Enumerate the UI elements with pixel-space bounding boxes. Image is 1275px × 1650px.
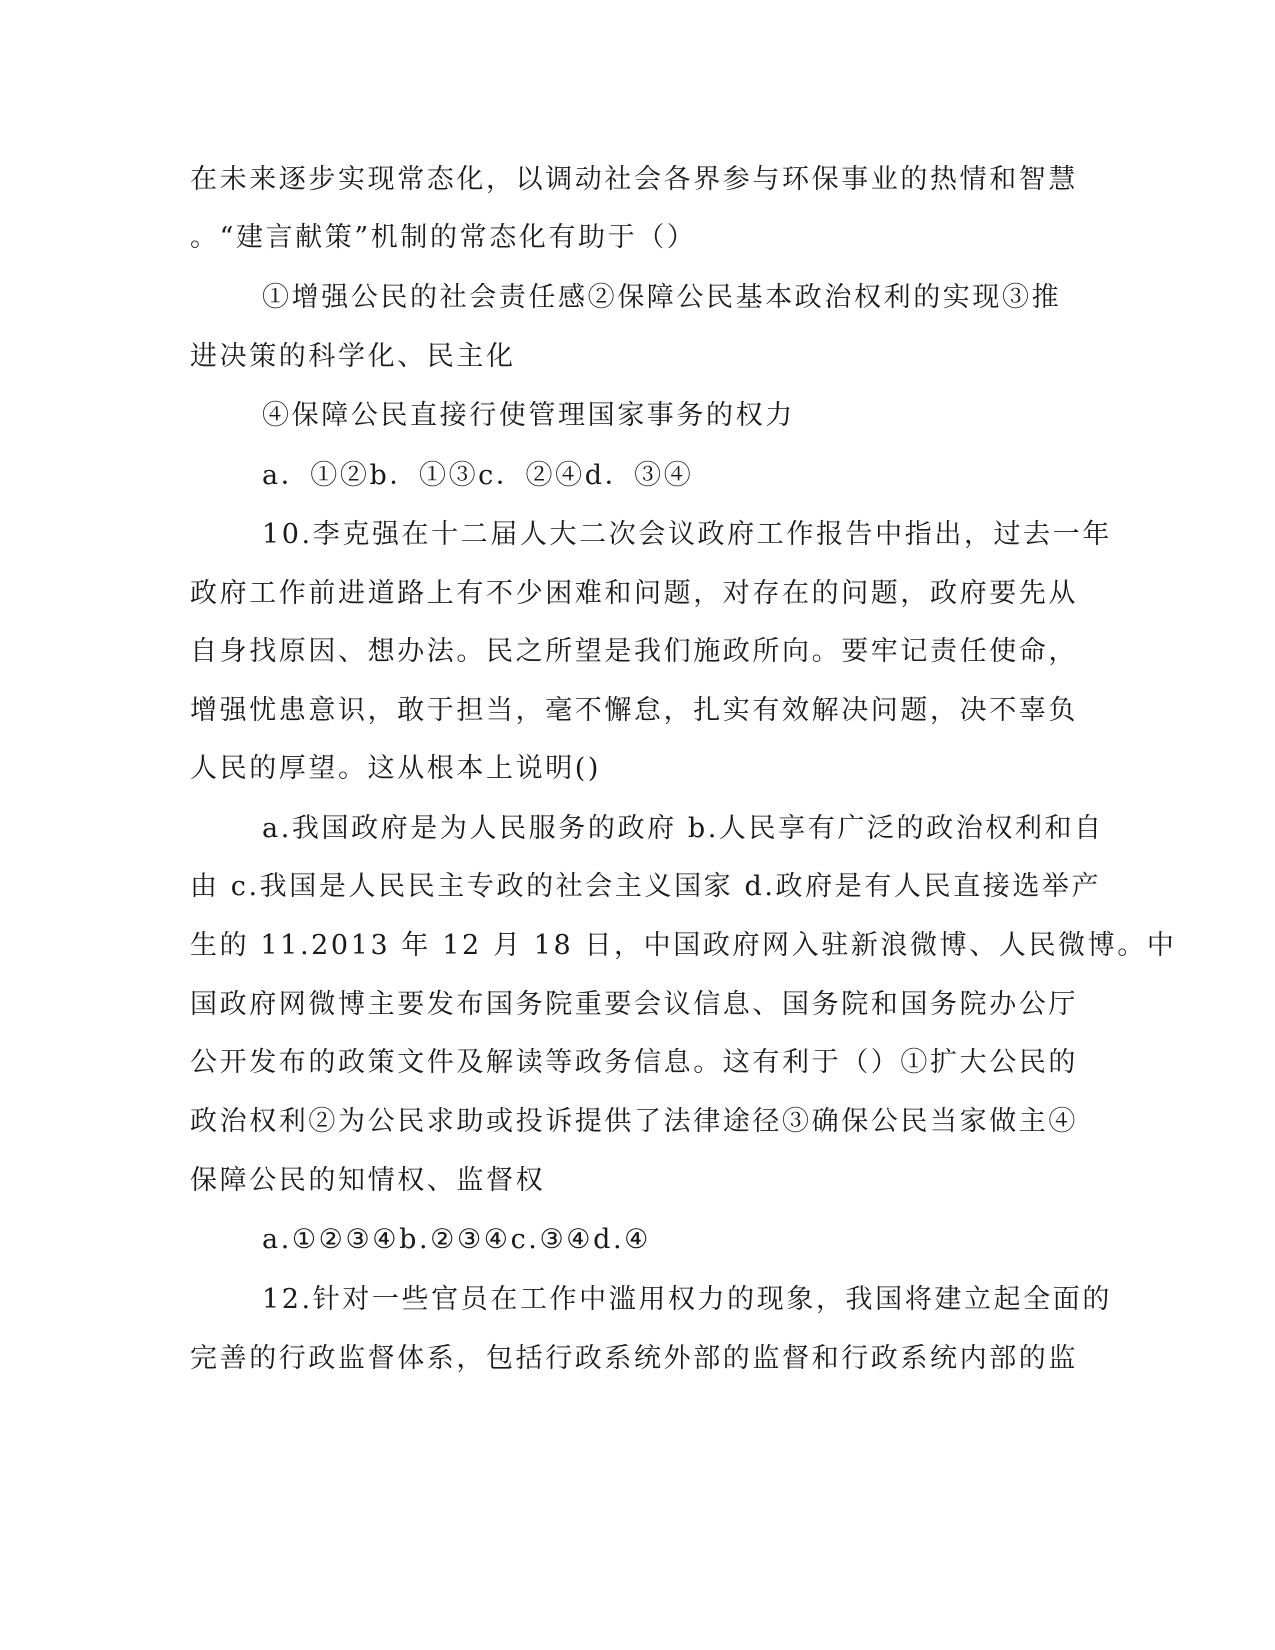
- text-line: 人民的厚望。这从根本上说明(): [190, 753, 602, 784]
- text-line: 在未来逐步实现常态化，以调动社会各界参与环保事业的热情和智慧: [190, 164, 1078, 195]
- text-line: 自身找原因、想办法。民之所望是我们施政所向。要牢记责任使命，: [190, 636, 1078, 667]
- text-line: 。“建言献策”机制的常态化有助于（）: [190, 222, 697, 253]
- text-line: 公开发布的政策文件及解读等政务信息。这有利于（）①扩大公民的: [190, 1047, 1078, 1078]
- text-line: 增强忧患意识，敢于担当，毫不懈怠，扎实有效解决问题，决不辜负: [190, 695, 1078, 726]
- question-start: 10.李克强在十二届人大二次会议政府工作报告中指出，过去一年: [262, 519, 1112, 550]
- text-line: 国政府网微博主要发布国务院重要会议信息、国务院和国务院办公厅: [190, 989, 1078, 1020]
- text-line: 完善的行政监督体系，包括行政系统外部的监督和行政系统内部的监: [190, 1343, 1078, 1374]
- text-line: 由 c.我国是人民民主专政的社会主义国家 d.政府是有人民直接选举产: [190, 871, 1102, 902]
- text-line: 政治权利②为公民求助或投诉提供了法律途径③确保公民当家做主④: [190, 1106, 1078, 1137]
- answer-options: a.我国政府是为人民服务的政府 b.人民享有广泛的政治权利和自: [262, 813, 1104, 844]
- text-line: 保障公民的知情权、监督权: [190, 1165, 546, 1196]
- text-line: 生的 11.2013 年 12 月 18 日，中国政府网入驻新浪微博、人民微博。中: [190, 930, 1177, 961]
- text-line: 政府工作前进道路上有不少困难和问题，对存在的问题，政府要先从: [190, 578, 1078, 609]
- answer-options: a．①②b．①③c．②④d．③④: [262, 460, 694, 491]
- text-line: 进决策的科学化、民主化: [190, 341, 516, 372]
- text-line: ④保障公民直接行使管理国家事务的权力: [262, 400, 795, 431]
- text-line: ①增强公民的社会责任感②保障公民基本政治权利的实现③推: [262, 282, 1062, 313]
- question-start: 12.针对一些官员在工作中滥用权力的现象，我国将建立起全面的: [262, 1284, 1112, 1315]
- answer-options: a.①②③④b.②③④c.③④d.④: [262, 1224, 651, 1255]
